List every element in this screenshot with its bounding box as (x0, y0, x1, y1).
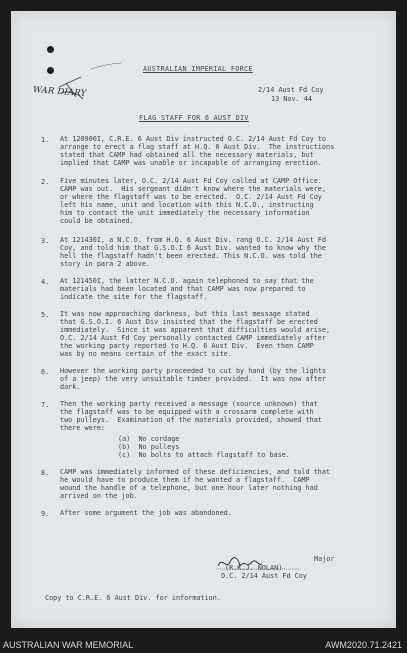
paragraph-line: the working party reported to H.Q. 6 Aust Div. Even then CAMP (60, 342, 314, 350)
paragraph-line: indicate the site for the flagstaff. (60, 293, 208, 301)
paragraph-line: materials had been located and that CAMP was now prepared to (60, 285, 306, 293)
paragraph-number: 6. (41, 368, 50, 376)
paragraph-line: It was now approaching darkness, but this last message stated (60, 310, 310, 318)
paragraph-line: At 121430I, a N.C.O. from H.Q. 6 Aust Div. rang O.C. 2/14 Aust Fd (60, 236, 326, 244)
paragraph-line: the flagstaff was to be equipped with a crossarm complete with (60, 408, 314, 416)
paragraph-line: Five minutes later, O.C. 2/14 Aust Fd Coy called at CAMP Office. (60, 177, 322, 185)
paragraph-number: 1. (41, 136, 50, 144)
paragraph-number: 9. (41, 510, 50, 518)
paragraph-line: CAMP was out. His sergeant didn't know where the materials were, (60, 185, 326, 193)
paragraph-line: him to contact the unit immediately the necessary information (60, 209, 310, 217)
paragraph-number: 5. (41, 311, 50, 319)
paragraph-line: implied that CAMP was unable or incapable of arranging erection. (60, 159, 322, 167)
paragraph-number: 7. (41, 401, 50, 409)
paragraph-line: of a jeep) the very unsuitable timber provided. It was now after (60, 375, 326, 383)
signatory-title: O.C. 2/14 Aust Fd Coy (221, 572, 307, 580)
paragraph-line: hell the flagstaff hadn't been erected. This N.C.O. was told the (60, 252, 322, 260)
paragraph-line: two pulleys. Examination of the materials provided, showed that (60, 416, 322, 424)
paragraph-line: Then the working party received a message (source unknown) that (60, 400, 318, 408)
signatory-rank: Major (314, 555, 335, 563)
paragraph-line: stated that CAMP had obtained all the necessary materials, but (60, 151, 314, 159)
unit-designation: 2/14 Aust Fd Coy (258, 86, 324, 94)
paragraph-line: Coy, and told him that G.S.O.I 6 Aust Div. wanted to know why the (60, 244, 326, 252)
paragraph-line: After some argument the job was abandoned. (60, 509, 232, 517)
paragraph-number: 8. (41, 469, 50, 477)
list-item: (b) No pulleys (118, 443, 180, 451)
paragraph-line: left his name, unit and location with this N.C.O., instructing (60, 201, 314, 209)
paragraph-line: CAMP was immediately informed of these deficiencies, and told that (60, 468, 331, 476)
archive-reference: AWM2020.71.2421 (325, 640, 402, 650)
document-page (11, 11, 396, 628)
paragraph-line: he would have to produce them if he wanted a flagstaff. CAMP (60, 476, 310, 484)
archive-footer (0, 637, 407, 653)
subject-title: FLAG STAFF FOR 6 AUST DIV (139, 114, 249, 122)
paragraph-number: 3. (41, 237, 50, 245)
paragraph-line: immediately. Since it was apparent that difficulties would arise, (60, 326, 331, 334)
paragraph-line: dark. (60, 383, 81, 391)
handwritten-note: WAR DIARY (32, 85, 87, 99)
paragraph-line: arrange to erect a flag staff at H.Q. 6 Aust Div. The instructions (60, 143, 335, 151)
paragraph-line: O.C. 2/14 Aust Fd Coy personally contacted CAMP immediately after (60, 334, 326, 342)
list-item: (c) No bolts to attach flagstaff to base. (118, 451, 290, 459)
document-date: 13 Nov. 44 (271, 95, 312, 103)
paragraph-line: At 120900I, C.R.E. 6 Aust Div instructed O.C. 2/14 Aust Fd Coy to (60, 135, 326, 143)
list-item: (a) No cordage (118, 435, 180, 443)
archive-name: AUSTRALIAN WAR MEMORIAL (3, 640, 134, 650)
punch-hole (47, 46, 54, 53)
paragraph-number: 2. (41, 178, 50, 186)
paragraph-line: was by no means certain of the exact site. (60, 350, 232, 358)
paragraph-line: there were: (60, 424, 106, 432)
paragraph-line: could be obtained. (60, 217, 134, 225)
header-title: AUSTRALIAN IMPERIAL FORCE (143, 65, 253, 73)
paragraph-line: At 121450I, the latter N.C.O. again telephoned to say that the (60, 277, 314, 285)
paragraph-line: that G.S.O.I. 6 Aust Div insisted that the flagstaff be erected (60, 318, 318, 326)
paragraph-line: wound the handle of a telephone, but one hour later nothing had (60, 484, 318, 492)
paragraph-number: 4. (41, 278, 50, 286)
signatory-name: (R.K.J. NOLAN) (225, 564, 283, 572)
paragraph-line: However the working party proceeded to cut by hand (by the lights (60, 367, 326, 375)
paragraph-line: or where the flagstaff was to be erected. O.C. 2/14 Aust Fd Coy (60, 193, 322, 201)
copy-distribution-line: Copy to C.R.E. 6 Aust Div. for information. (45, 594, 221, 602)
paragraph-line: story in para 2 above. (60, 260, 151, 268)
paragraph-line: arrived on the job. (60, 492, 138, 500)
